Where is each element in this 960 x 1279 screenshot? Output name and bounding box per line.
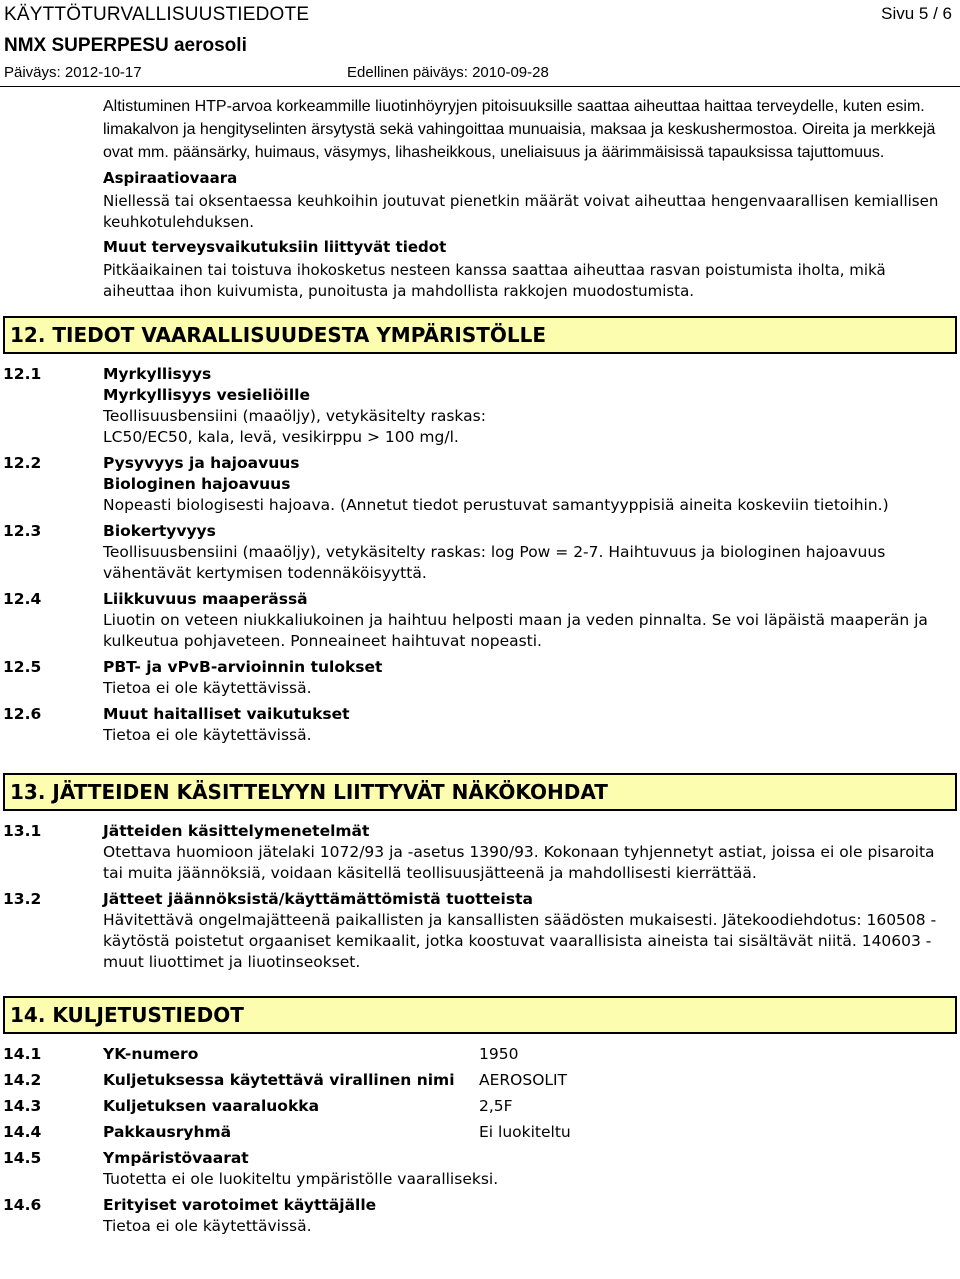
subsection-item bbox=[0, 453, 960, 516]
subsection-title: Ympäristövaarat bbox=[103, 1149, 249, 1167]
transport-label: Kuljetuksen vaaraluokka bbox=[103, 1097, 320, 1115]
document-date: Päiväys: 2012-10-17 bbox=[4, 64, 142, 81]
subsection-item bbox=[0, 1148, 960, 1190]
subsection-body bbox=[103, 889, 957, 973]
subsection-number: 12.3 bbox=[3, 522, 42, 540]
subsection-number: 14.5 bbox=[3, 1149, 42, 1167]
subsection-body bbox=[103, 589, 957, 652]
subsection-number: 14.6 bbox=[3, 1196, 42, 1214]
subsection-item bbox=[0, 589, 960, 652]
subsection-title: Erityiset varotoimet käyttäjälle bbox=[103, 1196, 377, 1214]
transport-label: Pakkausryhmä bbox=[103, 1123, 232, 1141]
subsection-body bbox=[103, 453, 957, 516]
document-body bbox=[0, 95, 960, 1242]
subsection-item bbox=[0, 657, 960, 699]
subsection-body bbox=[103, 704, 957, 746]
subsection-number: 12.1 bbox=[3, 365, 42, 383]
exposure-paragraph: Altistuminen HTP-arvoa korkeammille liuotinhöyryjen pitoisuuksille saattaa aiheuttaa haittaa terveydelle, kuten esim. limakalvon ja hengityselinten ärsytystä sekä vahingoittaa munuaisia, maksaa ja keskushermostoa. Oireita ja merkkejä ovat mm. päänsärky, huimaus, väsymys, lihasheikkous, uneliaisuus ja äärimmäisissä tapauksissa tajuttomuus. bbox=[103, 98, 936, 161]
subsection-item bbox=[0, 704, 960, 746]
transport-number: 14.4 bbox=[3, 1123, 42, 1141]
subsection-title: Jätteiden käsittelymenetelmät bbox=[103, 822, 370, 840]
subsection-title: Biokertyvyys bbox=[103, 522, 216, 540]
transport-row bbox=[0, 1044, 960, 1065]
subsection-subtitle: Biologinen hajoavuus bbox=[103, 475, 291, 493]
transport-row bbox=[0, 1096, 960, 1117]
subsection-body bbox=[103, 521, 957, 584]
transport-value: AEROSOLIT bbox=[479, 1071, 568, 1089]
subsection-text: Tietoa ei ole käytettävissä. bbox=[103, 1217, 312, 1235]
subsection-number: 13.1 bbox=[3, 822, 42, 840]
spacer bbox=[0, 746, 960, 751]
subsection-title: Muut haitalliset vaikutukset bbox=[103, 705, 350, 723]
subsection-item bbox=[0, 821, 960, 884]
subsection-item bbox=[0, 364, 960, 448]
transport-label: YK-numero bbox=[103, 1045, 199, 1063]
subsection-title: Liikkuvuus maaperässä bbox=[103, 590, 308, 608]
transport-table bbox=[0, 1044, 960, 1143]
spacer bbox=[0, 1237, 960, 1242]
aspiration-text: Niellessä tai oksentaessa keuhkoihin joutuvat pienetkin määrät voivat aiheuttaa hengenvaarallisen kemiallisen keuhkotulehduksen. bbox=[103, 192, 939, 231]
subsection-text: Tuotetta ei ole luokiteltu ympäristölle vaaralliseksi. bbox=[103, 1170, 499, 1188]
section-12-items bbox=[0, 364, 960, 751]
subsection-number: 13.2 bbox=[3, 890, 42, 908]
subsection-title: Pysyvyys ja hajoavuus bbox=[103, 454, 300, 472]
subsection-text: Tietoa ei ole käytettävissä. bbox=[103, 726, 312, 744]
subsection-title: PBT- ja vPvB-arvioinnin tulokset bbox=[103, 658, 383, 676]
transport-number: 14.2 bbox=[3, 1071, 42, 1089]
other-health-title: Muut terveysvaikutuksiin liittyvät tiedot bbox=[103, 238, 447, 256]
section-13-items bbox=[0, 821, 960, 978]
subsection-text: LC50/EC50, kala, levä, vesikirppu > 100 mg/l. bbox=[103, 428, 459, 446]
subsection-text: Tietoa ei ole käytettävissä. bbox=[103, 679, 312, 697]
header-divider bbox=[0, 86, 960, 87]
other-health-text: Pitkäaikainen tai toistuva ihokosketus nesteen kanssa saattaa aiheuttaa rasvan poistumista iholta, mikä aiheuttaa ihon kuivumista, punoitusta ja mahdollista rakkojen muodostumista. bbox=[103, 261, 886, 300]
transport-value: 2,5F bbox=[479, 1097, 513, 1115]
transport-number: 14.1 bbox=[3, 1045, 42, 1063]
subsection-body bbox=[103, 821, 957, 884]
subsection-text: Teollisuusbensiini (maaöljy), vetykäsitelty raskas: log Pow = 2-7. Haihtuvuus ja biologinen hajoavuus vähentävät kertymisen todennäköisyyttä. bbox=[103, 543, 886, 582]
subsection-number: 12.2 bbox=[3, 454, 42, 472]
transport-value: Ei luokiteltu bbox=[479, 1123, 571, 1141]
subsection-text: Liuotin on veteen niukkaliukoinen ja haihtuu helposti maan ja veden pinnalta. Se voi läpäistä maaperän ja kulkeutua pohjaveteen. Ponneaineet haihtuvat nopeasti. bbox=[103, 611, 928, 650]
product-name: NMX SUPERPESU aerosoli bbox=[4, 35, 247, 56]
subsection-subtitle: Myrkyllisyys vesieliöille bbox=[103, 386, 310, 404]
document-title: KÄYTTÖTURVALLISUUSTIEDOTE bbox=[4, 4, 310, 25]
page-number: Sivu 5 / 6 bbox=[881, 4, 952, 23]
transport-value: 1950 bbox=[479, 1045, 519, 1063]
aspiration-title: Aspiraatiovaara bbox=[103, 169, 238, 187]
transport-row bbox=[0, 1070, 960, 1091]
transport-label: Kuljetuksessa käytettävä virallinen nimi bbox=[103, 1071, 455, 1089]
section-14-items bbox=[0, 1148, 960, 1242]
subsection-number: 12.5 bbox=[3, 658, 42, 676]
subsection-text: Hävitettävä ongelmajätteenä paikallisten ja kansallisten säädösten mukaisesti. Jätekoodiehdotus: 160508 - käytöstä poistetut orgaaniset kemikaalit, jotka koostuvat vaarallisista aineista tai sisältävät niitä. 140603 - muut liuottimet ja liuotinseokset. bbox=[103, 911, 937, 971]
subsection-body bbox=[103, 1148, 957, 1190]
subsection-title: Jätteet jäännöksistä/käyttämättömistä tuotteista bbox=[103, 890, 533, 908]
subsection-body bbox=[103, 657, 957, 699]
subsection-text: Otettava huomioon jätelaki 1072/93 ja -asetus 1390/93. Kokonaan tyhjennetyt astiat, joissa ei ole pisaroita tai muita jäännöksiä, voidaan käsitellä teollisuusjätteenä ja mahdollisesti kierrättää. bbox=[103, 843, 935, 882]
subsection-body bbox=[103, 364, 957, 448]
subsection-item bbox=[0, 1195, 960, 1237]
subsection-number: 12.4 bbox=[3, 590, 42, 608]
section-13-heading: 13. JÄTTEIDEN KÄSITTELYYN LIITTYVÄT NÄKÖKOHDAT bbox=[3, 773, 957, 811]
spacer bbox=[0, 973, 960, 978]
transport-row bbox=[0, 1122, 960, 1143]
section-11-continuation bbox=[103, 95, 957, 302]
subsection-body bbox=[103, 1195, 957, 1237]
subsection-item bbox=[0, 889, 960, 973]
section-12-heading: 12. TIEDOT VAARALLISUUDESTA YMPÄRISTÖLLE bbox=[3, 316, 957, 354]
section-14-heading: 14. KULJETUSTIEDOT bbox=[3, 996, 957, 1034]
subsection-title: Myrkyllisyys bbox=[103, 365, 212, 383]
subsection-number: 12.6 bbox=[3, 705, 42, 723]
previous-date: Edellinen päiväys: 2010-09-28 bbox=[347, 64, 549, 81]
transport-number: 14.3 bbox=[3, 1097, 42, 1115]
subsection-text: Teollisuusbensiini (maaöljy), vetykäsitelty raskas: bbox=[103, 407, 486, 425]
subsection-text: Nopeasti biologisesti hajoava. (Annetut tiedot perustuvat samantyyppisiä aineita koskeviin tietoihin.) bbox=[103, 496, 889, 514]
subsection-item bbox=[0, 521, 960, 584]
